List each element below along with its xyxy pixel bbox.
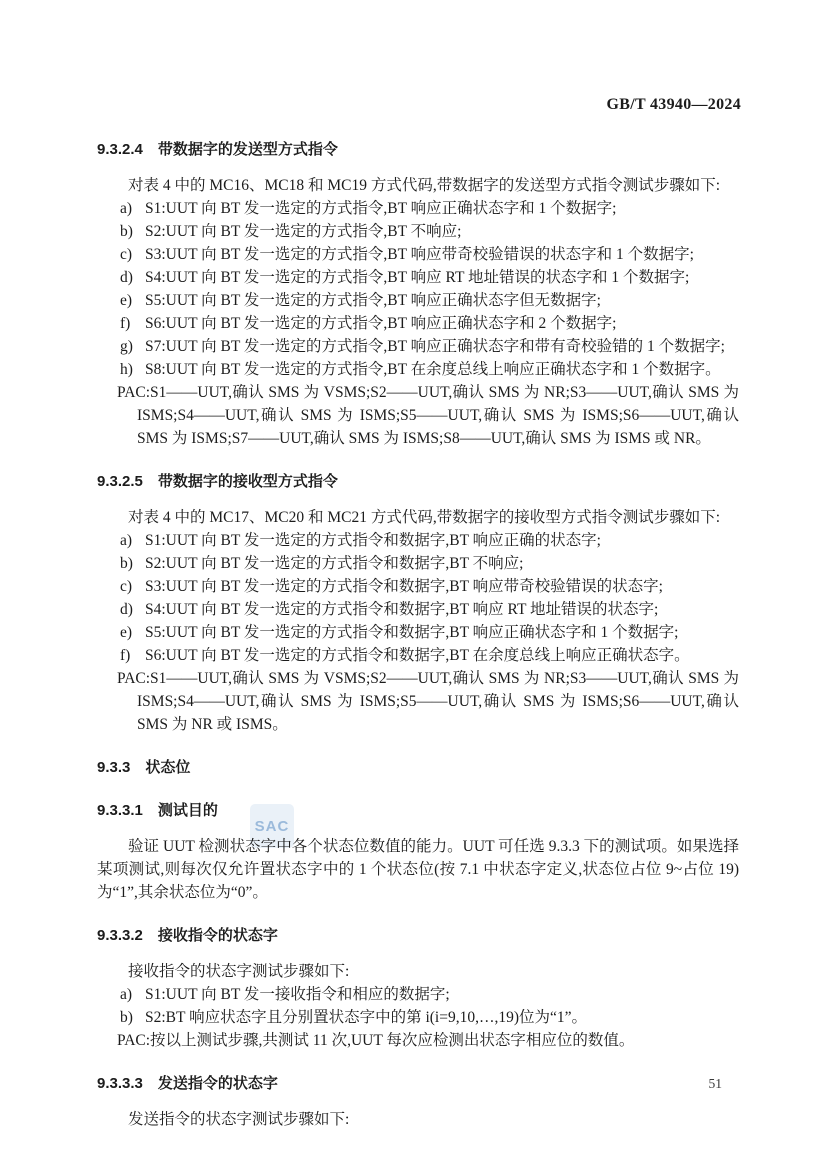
section-heading <box>97 1072 739 1095</box>
pac-text: 按以上测试步骤,共测试 11 次,UUT 每次应检测出状态字相应位的数值。 <box>150 1032 635 1049</box>
section-heading-title: 带数据字的发送型方式指令 <box>157 141 338 158</box>
body-paragraph: 对表 4 中的 MC17、MC20 和 MC21 方式代码,带数据字的接收型方式指令测试步骤如下: <box>128 509 721 526</box>
list-item-label: h) <box>120 361 133 378</box>
list-item-text: S2:BT 响应状态字且分别置状态字中的第 i(i=9,10,…,19)位为“1”。 <box>145 1009 588 1026</box>
pac-text: S1——UUT,确认 SMS 为 VSMS;S2——UUT,确认 SMS 为 NR;S3——UUT,确认 SMS 为 ISMS;S4——UUT,确认 SMS 为 ISMS;S5——UUT,确认 SMS 为 ISMS;S6——UUT,确认 SMS 为 NR 或 ISMS。 <box>137 670 739 733</box>
list-item-text: S6:UUT 向 BT 发一选定的方式指令,BT 响应正确状态字和 2 个数据字; <box>145 315 617 332</box>
list-item <box>97 552 739 575</box>
section-heading <box>97 756 739 779</box>
section-heading-title: 测试目的 <box>157 802 218 819</box>
list-item-label: b) <box>120 555 133 572</box>
page-header <box>607 96 741 114</box>
list-item-label: a) <box>120 200 133 217</box>
list-item-label: b) <box>120 1009 133 1026</box>
pac-block <box>97 381 739 450</box>
list-item-label: f) <box>120 315 131 332</box>
list-item <box>97 243 739 266</box>
standard-number: GB/T 43940—2024 <box>606 96 741 113</box>
list-item-text: S3:UUT 向 BT 发一选定的方式指令,BT 响应带奇校验错误的状态字和 1 个数据字; <box>145 246 694 263</box>
section-heading-title: 状态位 <box>145 759 191 776</box>
list-item-text: S4:UUT 向 BT 发一选定的方式指令和数据字,BT 响应 RT 地址错误的状态字; <box>145 601 659 618</box>
section-heading <box>97 799 739 822</box>
list-item <box>97 1006 739 1029</box>
section-heading-number: 9.3.3.1 <box>97 802 143 819</box>
list-item-text: S2:UUT 向 BT 发一选定的方式指令,BT 不响应; <box>145 223 462 240</box>
list-item-label: d) <box>120 601 133 618</box>
pac-block <box>97 667 739 736</box>
list-item-text: S7:UUT 向 BT 发一选定的方式指令,BT 响应正确状态字和带有奇校验错的 1 个数据字; <box>145 338 725 355</box>
list-item-text: S8:UUT 向 BT 发一选定的方式指令,BT 在余度总线上响应正确状态字和 1 个数据字。 <box>145 361 721 378</box>
body-paragraph: 发送指令的状态字测试步骤如下: <box>128 1111 350 1128</box>
list-item <box>97 266 739 289</box>
section-heading-title: 发送指令的状态字 <box>157 1075 278 1092</box>
list-item-label: a) <box>120 532 133 549</box>
list-item-label: c) <box>120 246 133 263</box>
list-item-label: e) <box>120 624 133 641</box>
pac-label: PAC: <box>117 384 151 401</box>
pac-text: S1——UUT,确认 SMS 为 VSMS;S2——UUT,确认 SMS 为 NR;S3——UUT,确认 SMS 为 ISMS;S4——UUT,确认 SMS 为 ISMS;S5——UUT,确认 SMS 为 ISMS;S6——UUT,确认 SMS 为 ISMS;S7——UUT,确认 SMS 为 ISMS;S8——UUT,确认 SMS 为 ISMS 或 NR。 <box>137 384 739 447</box>
pac-block <box>97 1029 739 1052</box>
list-item-label: a) <box>120 986 133 1003</box>
list-item <box>97 644 739 667</box>
document-content <box>97 138 739 1131</box>
list-item-label: b) <box>120 223 133 240</box>
section-heading <box>97 924 739 947</box>
list-item-text: S4:UUT 向 BT 发一选定的方式指令,BT 响应 RT 地址错误的状态字和 1 个数据字; <box>145 269 690 286</box>
page-footer <box>709 1076 723 1092</box>
pac-label: PAC: <box>117 1032 151 1049</box>
list-item-label: g) <box>120 338 133 355</box>
list-item <box>97 983 739 1006</box>
list-item <box>97 197 739 220</box>
list-item <box>97 575 739 598</box>
list-item-text: S6:UUT 向 BT 发一选定的方式指令和数据字,BT 在余度总线上响应正确状态字。 <box>145 647 690 664</box>
pac-label: PAC: <box>117 670 151 687</box>
list-item-text: S3:UUT 向 BT 发一选定的方式指令和数据字,BT 响应带奇校验错误的状态字; <box>145 578 663 595</box>
section-heading-title: 接收指令的状态字 <box>157 927 278 944</box>
section-heading-number: 9.3.2.5 <box>97 473 143 490</box>
section-heading-number: 9.3.3.3 <box>97 1075 143 1092</box>
body-paragraph: 接收指令的状态字测试步骤如下: <box>128 963 350 980</box>
list-item-text: S2:UUT 向 BT 发一选定的方式指令和数据字,BT 不响应; <box>145 555 524 572</box>
section-heading <box>97 138 739 161</box>
body-paragraph: 验证 UUT 检测状态字中各个状态位数值的能力。UUT 可任选 9.3.3 下的测试项。如果选择某项测试,则每次仅允许置状态字中的 1 个状态位(按 7.1 中状态字定义,状态位占位 9~占位 19)为“1”,其余状态位为“0”。 <box>97 838 739 901</box>
section-heading-number: 9.3.3.2 <box>97 927 143 944</box>
list-item <box>97 621 739 644</box>
list-item <box>97 335 739 358</box>
list-item <box>97 529 739 552</box>
list-item-text: S1:UUT 向 BT 发一接收指令和相应的数据字; <box>145 986 450 1003</box>
list-item-text: S5:UUT 向 BT 发一选定的方式指令,BT 响应正确状态字但无数据字; <box>145 292 601 309</box>
list-item <box>97 312 739 335</box>
list-item-label: f) <box>120 647 131 664</box>
list-item <box>97 289 739 312</box>
list-item-label: d) <box>120 269 133 286</box>
list-item-label: e) <box>120 292 133 309</box>
section-heading-title: 带数据字的接收型方式指令 <box>157 473 338 490</box>
section-heading <box>97 470 739 493</box>
body-paragraph: 对表 4 中的 MC16、MC18 和 MC19 方式代码,带数据字的发送型方式指令测试步骤如下: <box>128 177 721 194</box>
page-number: 51 <box>708 1076 722 1091</box>
section-heading-number: 9.3.2.4 <box>97 141 143 158</box>
list-item-text: S1:UUT 向 BT 发一选定的方式指令,BT 响应正确状态字和 1 个数据字; <box>145 200 617 217</box>
section-heading-number: 9.3.3 <box>97 759 131 776</box>
list-item <box>97 358 739 381</box>
list-item-text: S1:UUT 向 BT 发一选定的方式指令和数据字,BT 响应正确的状态字; <box>145 532 601 549</box>
list-item-label: c) <box>120 578 133 595</box>
list-item <box>97 598 739 621</box>
sac-watermark: SAC <box>250 804 294 848</box>
list-item <box>97 220 739 243</box>
list-item-text: S5:UUT 向 BT 发一选定的方式指令和数据字,BT 响应正确状态字和 1 个数据字; <box>145 624 679 641</box>
